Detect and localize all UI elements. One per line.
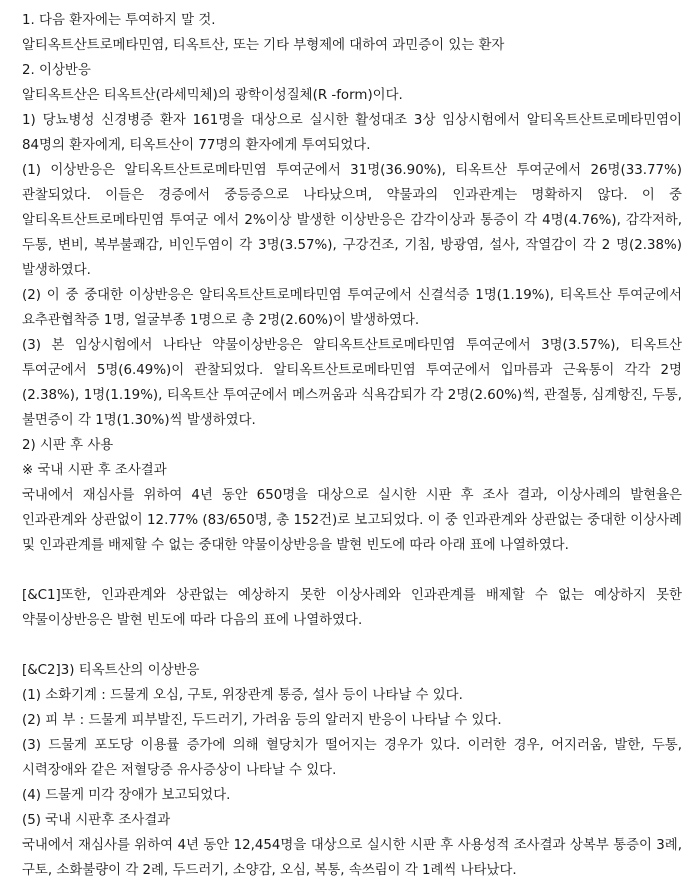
thioctic-item-3: (3) 드물게 포도당 이용률 증가에 의해 혈당치가 떨어지는 경우가 있다. 이러한 경우, 어지러움, 발한, 두통, 시력장애와 같은 저혈당증 유사증상이 나타날 수 있다. — [22, 738, 682, 778]
thioctic-item-4: (4) 드물게 미각 장애가 보고되었다. — [22, 788, 231, 803]
blank-line — [22, 633, 682, 658]
post-marketing-heading: 2) 시판 후 사용 — [22, 438, 114, 453]
adverse-reaction-item-2: (2) 이 중 중대한 이상반응은 알티옥트산트로메타민염 투여군에서 신결석증 1명(1.19%), 티옥트산 투여군에서 요추관협착증 1명, 얼굴부종 1명으로 총 2명(2.60%)이 발생하였다. — [22, 288, 682, 328]
contraindication-heading: 1. 다음 환자에는 투여하지 말 것. — [22, 13, 216, 28]
thioctic-item-5: (5) 국내 시판후 조사결과 — [22, 813, 171, 828]
adverse-reactions-heading: 2. 이상반응 — [22, 63, 91, 78]
thioctic-item-2: (2) 피 부 : 드물게 피부발진, 두드러기, 가려움 등의 알러지 반응이 나타날 수 있다. — [22, 713, 502, 728]
thioctic-survey-text: 국내에서 재심사를 위하여 4년 동안 12,454명을 대상으로 실시한 시판 후 사용성적 조사결과 상복부 통증이 3례, 구토, 소화불량이 각 2례, 두드러기, 소양감, 오심, 복통, 속쓰림이 각 1례씩 나타났다. — [22, 838, 682, 878]
thioctic-adverse-heading: [&C2]3) 티옥트산의 이상반응 — [22, 663, 200, 678]
domestic-survey-text: 국내에서 재심사를 위하여 4년 동안 650명을 대상으로 실시한 시판 후 조사 결과, 이상사례의 발현율은 인과관계와 상관없이 12.77% (83/650명, 총 152건)로 보고되었다. 이 중 인과관계와 상관없는 중대한 이상사례 및 인과관계를 배제할 수 없는 중대한 약물이상반응을 발현 빈도에 따라 아래 표에 나열하였다. — [22, 488, 682, 553]
unexpected-events-note: [&C1]또한, 인과관계와 상관없는 예상하지 못한 이상사례와 인과관계를 배제할 수 없는 예상하지 못한 약물이상반응은 발현 빈도에 따라 다음의 표에 나열하였다. — [22, 588, 682, 628]
blank-line — [22, 558, 682, 583]
thioctic-item-1: (1) 소화기계 : 드물게 오심, 구토, 위장관계 통증, 설사 등이 나타날 수 있다. — [22, 688, 463, 703]
adverse-reaction-item-1: (1) 이상반응은 알티옥트산트로메타민염 투여군에서 31명(36.90%), 티옥트산 투여군에서 26명(33.77%) 관찰되었다. 이들은 경증에서 중등증으로 나타났으며, 약물과의 인과관계는 명확하지 않다. 이 중 알티옥트산트로메타민염 투여군 에서 2%이상 발생한 이상반응은 감각이상과 통증이 각 4명(4.76%), 감각저하, 두통, 변비, 복부불쾌감, 비인두염이 각 3명(3.57%), 구강건조, 기침, 방광염, 설사, 작열감이 각 2 명(2.38%) 발생하였다. — [22, 163, 682, 278]
document-body — [22, 8, 682, 883]
clinical-trial-intro: 1) 당뇨병성 신경병증 환자 161명을 대상으로 실시한 활성대조 3상 임상시험에서 알티옥트산트로메타민염이 84명의 환자에게, 티옥트산이 77명의 환자에게 투여되었다. — [22, 113, 682, 153]
domestic-survey-heading: ※ 국내 시판 후 조사결과 — [22, 463, 167, 478]
isomer-note: 알티옥트산은 티옥트산(라세믹체)의 광학이성질체(R -form)이다. — [22, 88, 403, 103]
adverse-reaction-item-3: (3) 본 임상시험에서 나타난 약물이상반응은 알티옥트산트로메타민염 투여군에서 3명(3.57%), 티옥트산 투여군에서 5명(6.49%)이 관찰되었다. 알티옥트산트로메타민염 투여군에서 입마름과 근육통이 각각 2명(2.38%), 1명(1.19%), 티옥트산 투여군에서 메스꺼움과 식욕감퇴가 각 2명(2.60%)씩, 관절통, 심계항진, 두통, 불면증이 각 1명(1.30%)씩 발생하였다. — [22, 338, 682, 428]
contraindication-text: 알티옥트산트로메타민염, 티옥트산, 또는 기타 부형제에 대하여 과민증이 있는 환자 — [22, 38, 505, 53]
